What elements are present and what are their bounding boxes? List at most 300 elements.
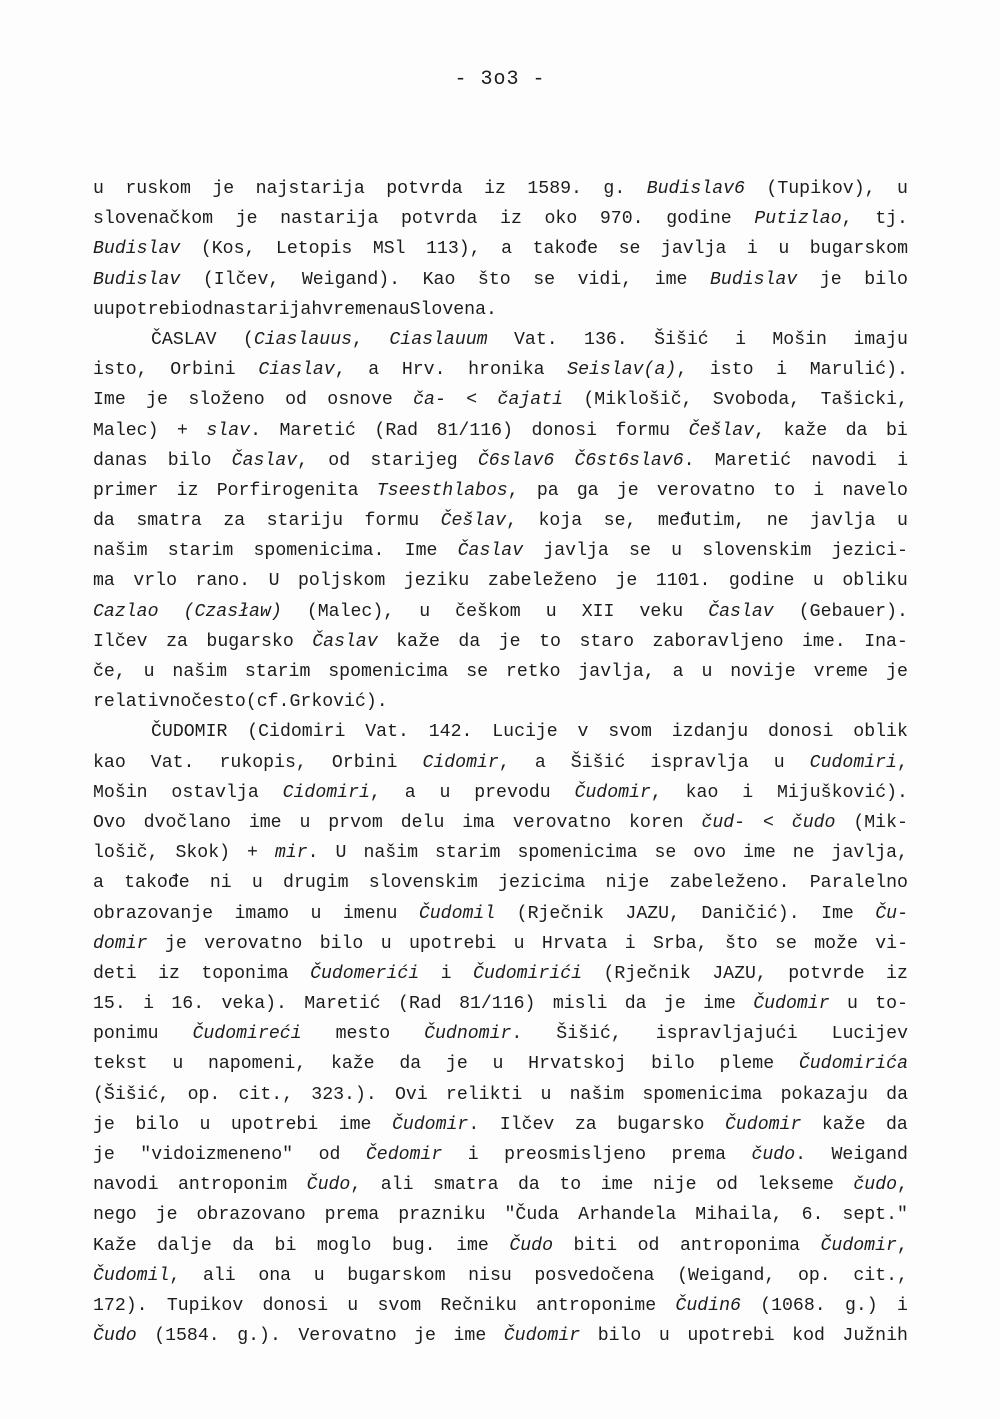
text-line: [93, 717, 908, 747]
word: je: [663, 994, 686, 1015]
word: Paralelno: [809, 873, 908, 894]
word: op.: [187, 1084, 221, 1105]
word: lekseme: [757, 1175, 834, 1196]
word: ime: [600, 1175, 634, 1196]
word: ne: [792, 843, 815, 864]
text-line: [93, 1019, 908, 1049]
word: se: [629, 541, 651, 562]
word: potvrda: [386, 179, 463, 199]
word: (Ciaslauus,: [242, 329, 363, 350]
word: je: [146, 390, 168, 411]
word: nisu: [468, 1265, 512, 1286]
word: slovenskim: [702, 541, 812, 562]
word: slovenskim: [368, 873, 478, 894]
word: 16.: [171, 994, 205, 1015]
word: u: [658, 1326, 670, 1347]
text-line: [93, 446, 908, 476]
word: i: [467, 1145, 479, 1165]
word: i: [813, 480, 825, 501]
word: +: [177, 420, 188, 441]
text-line: [93, 627, 908, 657]
word: (1068.: [760, 1295, 826, 1316]
word: 113),: [426, 239, 481, 260]
word: takođe: [532, 239, 599, 260]
word: ga: [576, 480, 599, 501]
word: Čudomireći: [192, 1024, 302, 1045]
word: starijeg: [370, 450, 458, 471]
word: ime: [453, 1326, 487, 1347]
word: MSl: [372, 239, 406, 260]
word: zabeleženo.: [669, 873, 790, 894]
word: Šišić,: [556, 1024, 622, 1045]
word: (Kos,: [200, 239, 256, 260]
text-line: [93, 657, 908, 687]
word: Ovi: [394, 1084, 428, 1105]
word: prazniku: [398, 1205, 486, 1226]
word: biti: [573, 1235, 618, 1256]
word: Kaže: [93, 1235, 137, 1256]
word: danas: [93, 450, 148, 471]
word: u: [199, 1114, 211, 1135]
text-line: [93, 234, 908, 264]
text-line: [93, 959, 908, 989]
word: u: [251, 873, 263, 894]
word: u: [897, 179, 908, 199]
word: u: [773, 752, 785, 773]
text-line: [93, 1170, 908, 1200]
word: vreme: [813, 662, 869, 682]
word: Čudomir,: [820, 1235, 908, 1256]
word: Maretić: [304, 994, 381, 1015]
word: primer: [93, 480, 159, 501]
word: u: [310, 903, 322, 924]
word: tekst: [93, 1054, 148, 1075]
word: Ime: [404, 541, 438, 562]
word: g.): [844, 1295, 878, 1316]
word: bug.: [391, 1235, 436, 1256]
word: svom: [377, 1295, 422, 1316]
text-line: [93, 748, 908, 778]
word: Čedomir: [365, 1145, 443, 1165]
word: našim: [172, 662, 227, 682]
word: oko: [544, 209, 578, 230]
word: u: [93, 179, 104, 199]
word: Čudo,: [306, 1175, 362, 1196]
word: Čudin6: [675, 1295, 741, 1316]
text-line: [93, 416, 908, 446]
word: koja: [538, 511, 583, 532]
word: iz: [500, 209, 522, 230]
word: Ciaslav,: [258, 360, 346, 381]
word: to-: [875, 994, 908, 1015]
word: upotrebi: [408, 933, 497, 954]
word: Mošin: [93, 782, 148, 803]
word: Čudnomir.: [424, 1024, 523, 1045]
text-line: [93, 265, 908, 295]
word: (1584.: [154, 1326, 220, 1347]
text-line: [93, 1049, 908, 1079]
word: i: [624, 933, 636, 954]
word: se: [618, 239, 641, 260]
word: da: [93, 511, 115, 532]
word: verovatno: [512, 812, 612, 833]
word: češkom: [455, 601, 521, 622]
word: bugarskom: [347, 1265, 446, 1286]
word: delu: [400, 812, 445, 833]
word: Časlav: [457, 541, 524, 562]
word: Srba,: [653, 933, 708, 954]
word: bilo: [597, 1326, 642, 1347]
text-line: [93, 174, 908, 204]
word: g.: [603, 179, 626, 199]
word: verovatno: [656, 480, 756, 501]
word: (Malec),: [306, 601, 395, 622]
word: Šišić: [654, 329, 709, 350]
word: Daničić).: [701, 903, 800, 924]
text-line: [93, 1261, 908, 1291]
word: JAZU,: [712, 963, 767, 984]
word: antroponim: [178, 1175, 288, 1196]
word: godine: [728, 571, 795, 592]
word: ostavlja: [171, 782, 259, 803]
text-body: [93, 174, 908, 1351]
word: zabeleženo: [487, 571, 597, 592]
word: Cidomir,: [422, 752, 510, 773]
word: slovenačkom: [93, 209, 214, 230]
word: novije: [730, 662, 796, 682]
text-line: [93, 929, 908, 959]
word: retko: [505, 662, 561, 682]
word: javlja: [543, 541, 609, 562]
word: Čudomerići: [310, 963, 420, 984]
word: i: [896, 1295, 908, 1316]
word: op.: [797, 1265, 831, 1286]
word: u: [419, 601, 431, 622]
word: starim: [167, 541, 234, 562]
word: se: [775, 933, 797, 954]
word: a: [501, 239, 513, 260]
word: tj.: [875, 209, 908, 230]
word: Seislav(a),: [567, 360, 688, 381]
word: (Šišić,: [93, 1084, 170, 1105]
word: navodi: [811, 450, 877, 471]
word: od: [637, 1235, 660, 1256]
word: (Czasław): [183, 601, 282, 622]
word: smatra: [136, 511, 202, 532]
text-line: [93, 385, 908, 415]
word: bugarsko: [617, 1114, 705, 1135]
word: u: [812, 571, 824, 592]
word: (Ilčev,: [202, 269, 280, 290]
word: deti: [93, 963, 137, 984]
word: poljskom: [298, 571, 386, 592]
text-line: [93, 989, 908, 1019]
word: Časlav: [312, 631, 378, 652]
word: ma: [93, 571, 115, 592]
word: obrazovanje: [93, 903, 214, 924]
word: +: [247, 843, 258, 864]
word: (Weigand,: [677, 1265, 776, 1286]
word: je: [615, 571, 638, 592]
word: bilo: [651, 1054, 695, 1075]
word: kod: [792, 1326, 825, 1347]
word: Lucijev: [831, 1024, 908, 1045]
word: Skok): [175, 843, 231, 864]
word: čajati: [497, 390, 564, 411]
word: staro: [579, 631, 635, 652]
word: u: [347, 1295, 359, 1316]
word: vidi,: [577, 269, 633, 290]
word: ruskom: [125, 179, 191, 199]
word: nastarijah: [213, 299, 323, 320]
word: donosi: [531, 420, 597, 441]
word: formu: [615, 420, 671, 441]
word: upotrebi: [103, 299, 192, 320]
word: kaže: [396, 631, 440, 652]
word: 15.: [93, 994, 126, 1015]
word: da: [518, 1175, 540, 1196]
word: prvom: [328, 812, 383, 833]
word: bugarskom: [809, 239, 908, 260]
word: za: [223, 511, 246, 532]
word: v: [577, 722, 589, 743]
word: Č6st6slav6.: [574, 450, 695, 471]
word: Verovatno: [298, 1326, 397, 1347]
word: izdanju: [671, 722, 749, 743]
word: dvočlano: [143, 812, 231, 833]
word: javlja: [810, 511, 876, 532]
word: (Tupikov),: [766, 179, 876, 199]
word: u: [540, 1084, 552, 1105]
word: u: [778, 239, 790, 260]
word: je: [93, 1145, 115, 1165]
text-line: [93, 597, 908, 627]
word: Vat.: [365, 722, 409, 743]
word: takođe: [124, 873, 190, 894]
word: javlja,: [578, 662, 655, 682]
word: da: [232, 1235, 255, 1256]
word: kaže: [783, 420, 828, 441]
word: XII: [581, 601, 615, 622]
word: Kao: [422, 269, 456, 290]
word: da: [458, 631, 481, 652]
word: je: [414, 1326, 436, 1347]
word: 136.: [584, 329, 628, 350]
word: ni: [209, 873, 232, 894]
word: Weigand: [831, 1145, 908, 1165]
word: navodi: [93, 1175, 159, 1196]
word: imamo: [234, 903, 290, 924]
word: Časlav: [708, 601, 774, 622]
word: Č6slav6: [477, 450, 555, 471]
word: u: [93, 299, 104, 320]
word: čudo,: [853, 1175, 908, 1196]
word: je: [886, 662, 908, 682]
word: Ina-: [864, 631, 908, 652]
word: često: [191, 692, 246, 713]
text-line: [93, 1231, 908, 1261]
word: bi: [886, 420, 908, 441]
word: upotrebi: [687, 1326, 775, 1347]
word: ovo: [693, 843, 727, 864]
word: Češlav,: [688, 420, 765, 441]
word: zaboravljeno: [652, 631, 784, 652]
word: može: [814, 933, 858, 954]
word: U: [335, 843, 347, 864]
word: moglo: [316, 1235, 372, 1256]
word: misli: [552, 994, 608, 1015]
word: ali: [380, 1175, 414, 1196]
word: u: [380, 933, 392, 954]
text-line: [93, 566, 908, 596]
word: pokazaju: [780, 1084, 868, 1105]
word: i: [440, 963, 452, 984]
word: Tseesthlabos,: [376, 480, 519, 501]
word: donosi: [262, 1295, 329, 1316]
word: Ime: [821, 903, 854, 924]
word: a: [368, 360, 380, 381]
word: Južnih: [842, 1326, 908, 1347]
word: jezici-: [831, 541, 908, 562]
word: u: [846, 994, 858, 1015]
word: Hrvatskoj: [528, 1054, 627, 1075]
word: kao: [685, 782, 719, 803]
word: u: [671, 541, 682, 562]
word: 1101.: [655, 571, 711, 592]
word: a: [404, 782, 416, 803]
word: isto,: [93, 360, 148, 381]
word: a: [672, 662, 684, 682]
word: prema: [324, 1205, 380, 1226]
word: našim: [569, 1084, 625, 1105]
word: ime: [703, 994, 736, 1015]
text-line: [93, 1321, 908, 1351]
word: ČASLAV: [151, 329, 217, 350]
word: nego: [93, 1205, 137, 1226]
word: koren: [628, 812, 684, 833]
text-line: [93, 838, 908, 868]
text-line: [93, 536, 908, 566]
word: je: [93, 1114, 115, 1135]
text-line: [93, 204, 908, 234]
word: relikti: [445, 1084, 523, 1105]
word: čudo: [791, 812, 836, 833]
word: Tupikov: [166, 1295, 244, 1316]
word: Porfirogenita: [216, 480, 359, 501]
word: sept.": [842, 1205, 908, 1226]
text-line: [93, 476, 908, 506]
word: je: [616, 480, 639, 501]
word: Čudomil,: [93, 1265, 181, 1286]
word: iz: [886, 963, 908, 984]
word: nije: [605, 873, 650, 894]
word: rano.: [195, 571, 251, 592]
word: se,: [603, 511, 637, 532]
word: u: [313, 1265, 325, 1286]
word: Budislav6: [646, 179, 745, 199]
word: bi: [274, 1235, 297, 1256]
word: potvrda: [401, 209, 478, 230]
word: Rečniku: [440, 1295, 517, 1316]
word: našim: [93, 541, 148, 562]
word: spomenicima: [328, 662, 449, 682]
word: iz: [176, 480, 199, 501]
word: Putizlao,: [754, 209, 853, 230]
word: rukopis,: [219, 752, 307, 773]
word: Šišić: [570, 752, 626, 773]
word: to: [539, 631, 561, 652]
word: "Čuda: [504, 1205, 560, 1226]
word: (Miklošič,: [583, 390, 693, 411]
word: obrazovano: [196, 1205, 306, 1226]
text-line: [93, 506, 908, 536]
word: je: [164, 933, 187, 954]
text-line: [93, 778, 908, 808]
word: i: [776, 360, 788, 381]
word: i: [897, 450, 908, 471]
word: u: [439, 782, 451, 803]
word: ispravlja: [650, 752, 749, 773]
text-line: [93, 1200, 908, 1230]
word: to: [773, 480, 796, 501]
text-line: [93, 1110, 908, 1140]
word: Ime: [93, 390, 126, 411]
text-line: [93, 808, 908, 838]
word: u: [172, 1054, 184, 1075]
word: (Gebauer).: [798, 601, 908, 622]
word: 81/116): [459, 994, 536, 1015]
page-number: - 3o3 -: [454, 68, 546, 91]
word: se: [654, 843, 677, 864]
word: bugarsko: [206, 631, 294, 652]
word: Budislav: [710, 269, 798, 290]
text-line: [93, 355, 908, 385]
word: Časlav,: [231, 450, 309, 471]
word: Orbini: [170, 360, 236, 381]
word: antroponima: [679, 1235, 801, 1256]
word: Maretić: [714, 450, 792, 471]
word: Arhandela: [578, 1205, 677, 1226]
word: je: [235, 209, 258, 230]
word: 81/116): [436, 420, 513, 441]
word: cit.,: [238, 1084, 294, 1105]
word: za: [166, 631, 188, 652]
word: posvedočena: [534, 1265, 655, 1286]
word: ponimu: [93, 1024, 159, 1045]
word: Mijušković).: [777, 782, 908, 803]
word: u: [492, 1054, 504, 1075]
word: vrlo: [133, 571, 178, 592]
word: prema: [671, 1145, 727, 1165]
word: Vat.: [513, 329, 558, 350]
word: toponima: [201, 963, 289, 984]
word: iz: [484, 179, 506, 199]
word: (Cidomiri: [247, 722, 346, 743]
word: međutim,: [657, 511, 746, 532]
word: Cazlao: [93, 601, 159, 622]
word: je: [445, 1054, 468, 1075]
word: Hrv.: [401, 360, 446, 381]
text-line: [93, 325, 908, 355]
word: spomenicima: [517, 843, 638, 864]
word: vremena: [322, 299, 399, 320]
word: 1589.: [527, 179, 582, 199]
word: Čudo: [509, 1235, 553, 1256]
word: Svoboda,: [712, 390, 801, 411]
word: u: [545, 601, 557, 622]
word: Budislav: [93, 239, 181, 260]
word: Čudomirići: [472, 963, 583, 984]
